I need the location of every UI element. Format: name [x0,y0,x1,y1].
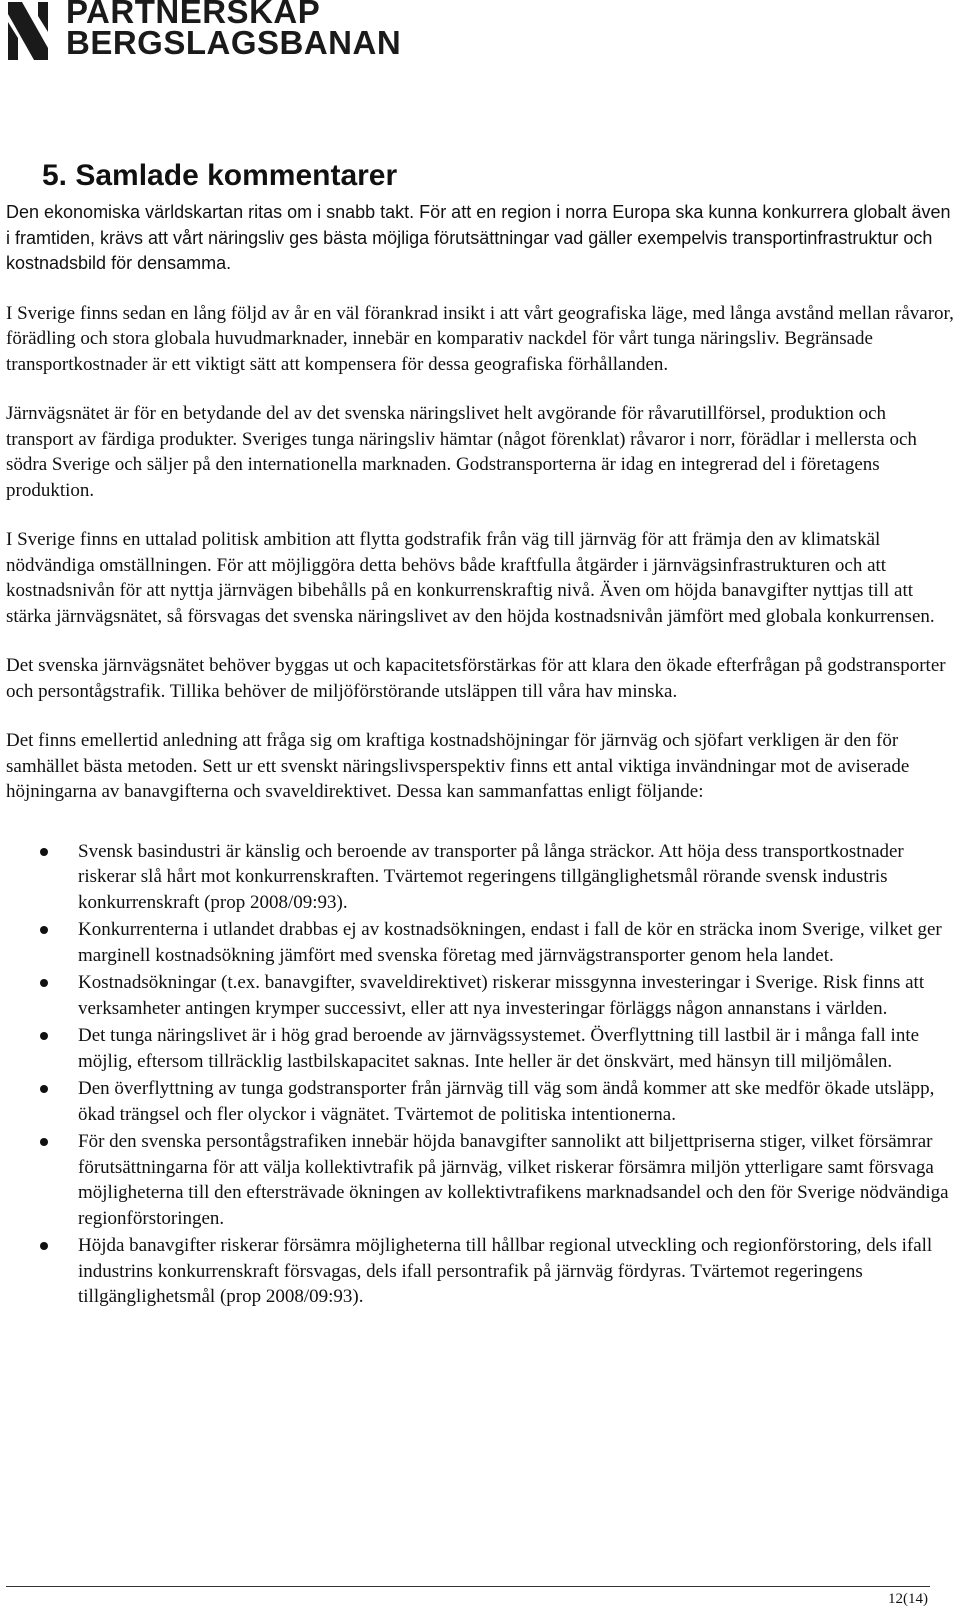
list-item-text: Det tunga näringslivet är i hög grad beroende av järnvägssystemet. Överflyttning till lastbil är i många fall inte möjlig, eftersom tillräcklig lastbilskapacitet saknas. Inte heller är det önskvärt, med hänsyn till miljömålen. [78,1025,920,1072]
intro-paragraph: Den ekonomiska världskartan ritas om i snabb takt. För att en region i norra Europa ska kunna konkurrera globalt även i framtiden, krävs att vårt näringsliv ges bästa möjliga förutsättningar vad gäller exempelvis transportinfrastruktur och kostnadsbild för densamma. [6,202,951,273]
logo-mark-icon [8,2,52,60]
section-title: 5. Samlade kommentarer [42,159,398,192]
logo-line-1: PARTNERSKAP [66,0,321,30]
list-item-text: Svensk basindustri är känslig och beroende av transporter på långa sträckor. Att höja dess transportkostnader riskerar slå hårt mot konkurrenskraften. Tvärtemot regeringens tillgänglighetsmål rörande svensk industris konkurrenskraft (prop 2008/09:93). [78,840,904,913]
objections-list [6,839,954,1310]
partnerskap-bergslagsbanan-logo [8,0,448,66]
list-item [6,1233,954,1310]
page-number: 12(14) [888,1591,928,1607]
list-item [6,1023,954,1074]
bullet-icon [40,926,48,934]
logo-text [66,0,402,61]
bullet-icon [40,1242,48,1250]
document-body [6,158,954,1312]
logo-line-2: BERGSLAGSBANAN [66,24,402,61]
list-item [6,839,954,916]
list-item-text: Den överflyttning av tunga godstransporter från järnväg till väg som ändå kommer att ske medför ökade utsläpp, ökad trängsel och fler olyckor i vägnätet. Tvärtemot de politiska intentionerna. [78,1078,935,1125]
bullet-icon [40,1085,48,1093]
bullet-icon [40,1138,48,1146]
paragraph-5: Det finns emellertid anledning att fråga sig om kraftiga kostnadshöjningar för järnväg och sjöfart verkligen är den för samhället bästa metoden. Sett ur ett svenskt näringslivsperspektiv finns ett antal viktiga invändningar mot de aviserade höjningarna av banavgifterna och svaveldirektivet. Dessa kan sammanfattas enligt följande: [6,730,910,802]
paragraph-1: I Sverige finns sedan en lång följd av år en väl förankrad insikt i att vårt geografiska läge, med långa avstånd mellan råvaror, förädling och stora globala huvudmarknader, innebär en komparativ nackdel för vårt tunga näringsliv. Begränsade transportkostnader är ett viktigt sätt att kompensera för dessa geografiska förhållanden. [6,302,954,375]
bullet-icon [40,979,48,987]
bullet-icon [40,1032,48,1040]
list-item [6,970,954,1021]
list-item-text: För den svenska persontågstrafiken innebär höjda banavgifter sannolikt att biljettpriserna stiger, vilket försämrar förutsättningarna för att välja kollektivtrafik på järnväg, vilket riskerar försämra miljön ytterligare samt försvaga möjligheterna till den eftersträvade ökningen av kollektivtrafikens marknadsandel och den för Sverige nödvändiga regionförstoringen. [78,1131,949,1229]
list-item [6,1129,954,1231]
list-item-text: Höjda banavgifter riskerar försämra möjligheterna till hållbar regional utveckling och regionförstoring, dels ifall industrins konkurrenskraft försvagas, dels ifall persontrafik på järnväg fördyras. Tvärtemot regeringens tillgänglighetsmål (prop 2008/09:93). [78,1235,933,1307]
bullet-icon [40,848,48,856]
footer-divider [6,1586,930,1587]
paragraph-2: Järnvägsnätet är för en betydande del av det svenska näringslivet helt avgörande för råvarutillförsel, produktion och transport av färdiga produkter. Sveriges tunga näringsliv hämtar (något förenklat) råvaror i norr, förädlar i mellersta och södra Sverige och säljer på den internationella marknaden. Godstransporterna är idag en integrerad del i företagens produktion. [6,403,917,501]
list-item [6,917,954,968]
list-item-text: Konkurrenterna i utlandet drabbas ej av kostnadsökningen, endast i fall de kör en sträcka inom Sverige, vilket ger marginell kostnadsökning jämfört med svenska företag med järnvägstransporter genom hela landet. [78,919,942,966]
paragraph-3: I Sverige finns en uttalad politisk ambition att flytta godstrafik från väg till järnväg för att främja den av klimatskäl nödvändiga omställningen. För att möjliggöra detta behövs både kraftfulla åtgärder i järnvägsinfrastrukturen och att kostnadsnivån för att nyttja järnvägen bibehålls på en konkurrenskraftig nivå. Även om höjda banavgifter nyttjas till att stärka järnvägsnätet, så försvagas det svenska näringslivet av den höjda kostnadsnivån jämfört med globala konkurrensen. [6,529,935,627]
paragraph-4: Det svenska järnvägsnätet behöver byggas ut och kapacitetsförstärkas för att klara den ökade efterfrågan på godstransporter och persontågstrafik. Tillika behöver de miljöförstörande utsläppen till våra hav minska. [6,655,946,702]
list-item-text: Kostnadsökningar (t.ex. banavgifter, svaveldirektivet) riskerar missgynna investeringar i Sverige. Risk finns att verksamheter antingen krymper successivt, eller att nya investeringar förläggs någon annanstans i världen. [78,972,925,1019]
list-item [6,1076,954,1127]
